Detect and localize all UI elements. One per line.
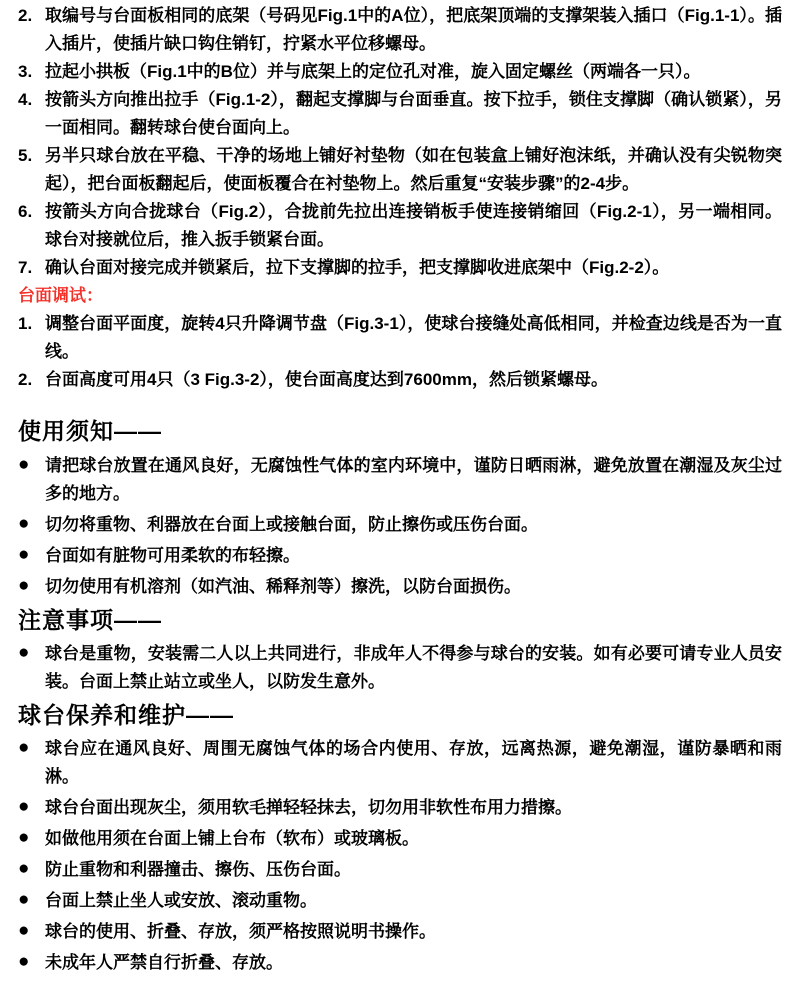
bullet-icon: ● bbox=[18, 827, 30, 848]
bullet-icon: ● bbox=[18, 575, 30, 596]
assembly-step-6 bbox=[18, 198, 782, 254]
note-text: 防止重物和利器撞击、擦伤、压伤台面。 bbox=[45, 860, 351, 879]
usage-note-item bbox=[18, 542, 782, 570]
note-text: 台面上禁止坐人或安放、滚动重物。 bbox=[45, 891, 317, 910]
step-text: 按箭头方向推出拉手（Fig.1-2），翻起支撑脚与台面垂直。按下拉手，锁住支撑脚（确认锁紧），另一面相同。翻转球台使台面向上。 bbox=[45, 90, 782, 137]
caution-item bbox=[18, 640, 782, 696]
usage-note-item bbox=[18, 452, 782, 508]
step-text: 调整台面平面度，旋转4只升降调节盘（Fig.3-1），使球台接缝处高低相同，并检查边线是否为一直线。 bbox=[45, 314, 782, 361]
assembly-step-3 bbox=[18, 58, 782, 86]
note-text: 如做他用须在台面上铺上台布（软布）或玻璃板。 bbox=[45, 829, 419, 848]
bullet-icon: ● bbox=[18, 858, 30, 879]
maintenance-item bbox=[18, 825, 782, 853]
cautions-section bbox=[18, 605, 782, 696]
step-number: 1. bbox=[18, 314, 33, 333]
maintenance-section bbox=[18, 700, 782, 977]
usage-note-item bbox=[18, 573, 782, 601]
note-text: 切勿将重物、利器放在台面上或接触台面，防止擦伤或压伤台面。 bbox=[45, 515, 538, 534]
assembly-steps-section bbox=[18, 2, 782, 282]
note-text: 请把球台放置在通风良好，无腐蚀性气体的室内环境中，谨防日晒雨淋，避免放置在潮湿及灰尘过多的地方。 bbox=[45, 456, 782, 503]
surface-adjustment-section bbox=[18, 282, 782, 394]
note-text: 切勿使用有机溶剂（如汽油、稀释剂等）擦洗，以防台面损伤。 bbox=[45, 577, 521, 596]
usage-note-item bbox=[18, 511, 782, 539]
step-number: 5. bbox=[18, 146, 33, 165]
maintenance-item bbox=[18, 918, 782, 946]
cautions-title: 注意事项—— bbox=[18, 607, 162, 633]
note-text: 球台是重物，安装需二人以上共同进行，非成年人不得参与球台的安装。如有必要可请专业人员安装。台面上禁止站立或坐人，以防发生意外。 bbox=[45, 644, 782, 691]
maintenance-item bbox=[18, 856, 782, 884]
step-number: 2. bbox=[18, 370, 33, 389]
assembly-step-7 bbox=[18, 254, 782, 282]
step-text: 按箭头方向合拢球台（Fig.2），合拢前先拉出连接销板手使连接销缩回（Fig.2-1），另一端相同。球台对接就位后，推入扳手锁紧台面。 bbox=[45, 202, 782, 249]
assembly-step-2 bbox=[18, 2, 782, 58]
step-text: 确认台面对接完成并锁紧后，拉下支撑脚的拉手，把支撑脚收进底架中（Fig.2-2）。 bbox=[45, 258, 670, 277]
bullet-icon: ● bbox=[18, 920, 30, 941]
assembly-step-4 bbox=[18, 86, 782, 142]
bullet-icon: ● bbox=[18, 454, 30, 475]
bullet-icon: ● bbox=[18, 642, 30, 663]
assembly-step-5 bbox=[18, 142, 782, 198]
maintenance-item bbox=[18, 887, 782, 915]
maintenance-title: 球台保养和维护—— bbox=[18, 702, 234, 728]
maintenance-item bbox=[18, 794, 782, 822]
bullet-icon: ● bbox=[18, 544, 30, 565]
bullet-icon: ● bbox=[18, 513, 30, 534]
step-text: 另半只球台放在平稳、干净的场地上铺好衬垫物（如在包装盒上铺好泡沫纸，并确认没有尖锐物突起），把台面板翻起后，使面板覆合在衬垫物上。然后重复“安装步骤”的2-4步。 bbox=[45, 146, 782, 193]
surface-adjustment-title: 台面调试： bbox=[18, 286, 103, 305]
adjustment-step-1 bbox=[18, 310, 782, 366]
step-number: 3. bbox=[18, 62, 33, 81]
note-text: 台面如有脏物可用柔软的布轻擦。 bbox=[45, 546, 300, 565]
maintenance-item bbox=[18, 949, 782, 977]
bullet-icon: ● bbox=[18, 951, 30, 972]
step-number: 2. bbox=[18, 6, 33, 25]
bullet-icon: ● bbox=[18, 737, 30, 758]
step-text: 台面高度可用4只（3 Fig.3-2），使台面高度达到7600mm，然后锁紧螺母。 bbox=[45, 370, 608, 389]
bullet-icon: ● bbox=[18, 889, 30, 910]
note-text: 球台的使用、折叠、存放，须严格按照说明书操作。 bbox=[45, 922, 436, 941]
step-number: 4. bbox=[18, 90, 33, 109]
step-text: 取编号与台面板相同的底架（号码见Fig.1中的A位），把底架顶端的支撑架装入插口（Fig.1-1）。插入插片，使插片缺口钩住销钉，拧紧水平位移螺母。 bbox=[45, 6, 782, 53]
note-text: 球台应在通风良好、周围无腐蚀气体的场合内使用、存放，远离热源，避免潮湿，谨防暴晒和雨淋。 bbox=[45, 739, 782, 786]
maintenance-item bbox=[18, 735, 782, 791]
step-number: 7. bbox=[18, 258, 33, 277]
step-text: 拉起小拱板（Fig.1中的B位）并与底架上的定位孔对准，旋入固定螺丝（两端各一只）。 bbox=[45, 62, 701, 81]
adjustment-step-2 bbox=[18, 366, 782, 394]
note-text: 未成年人严禁自行折叠、存放。 bbox=[45, 953, 283, 972]
bullet-icon: ● bbox=[18, 796, 30, 817]
note-text: 球台台面出现灰尘，须用软毛掸轻轻抹去，切勿用非软性布用力措擦。 bbox=[45, 798, 572, 817]
step-number: 6. bbox=[18, 202, 33, 221]
usage-notes-title: 使用须知—— bbox=[18, 418, 162, 444]
usage-notes-section bbox=[18, 416, 782, 601]
